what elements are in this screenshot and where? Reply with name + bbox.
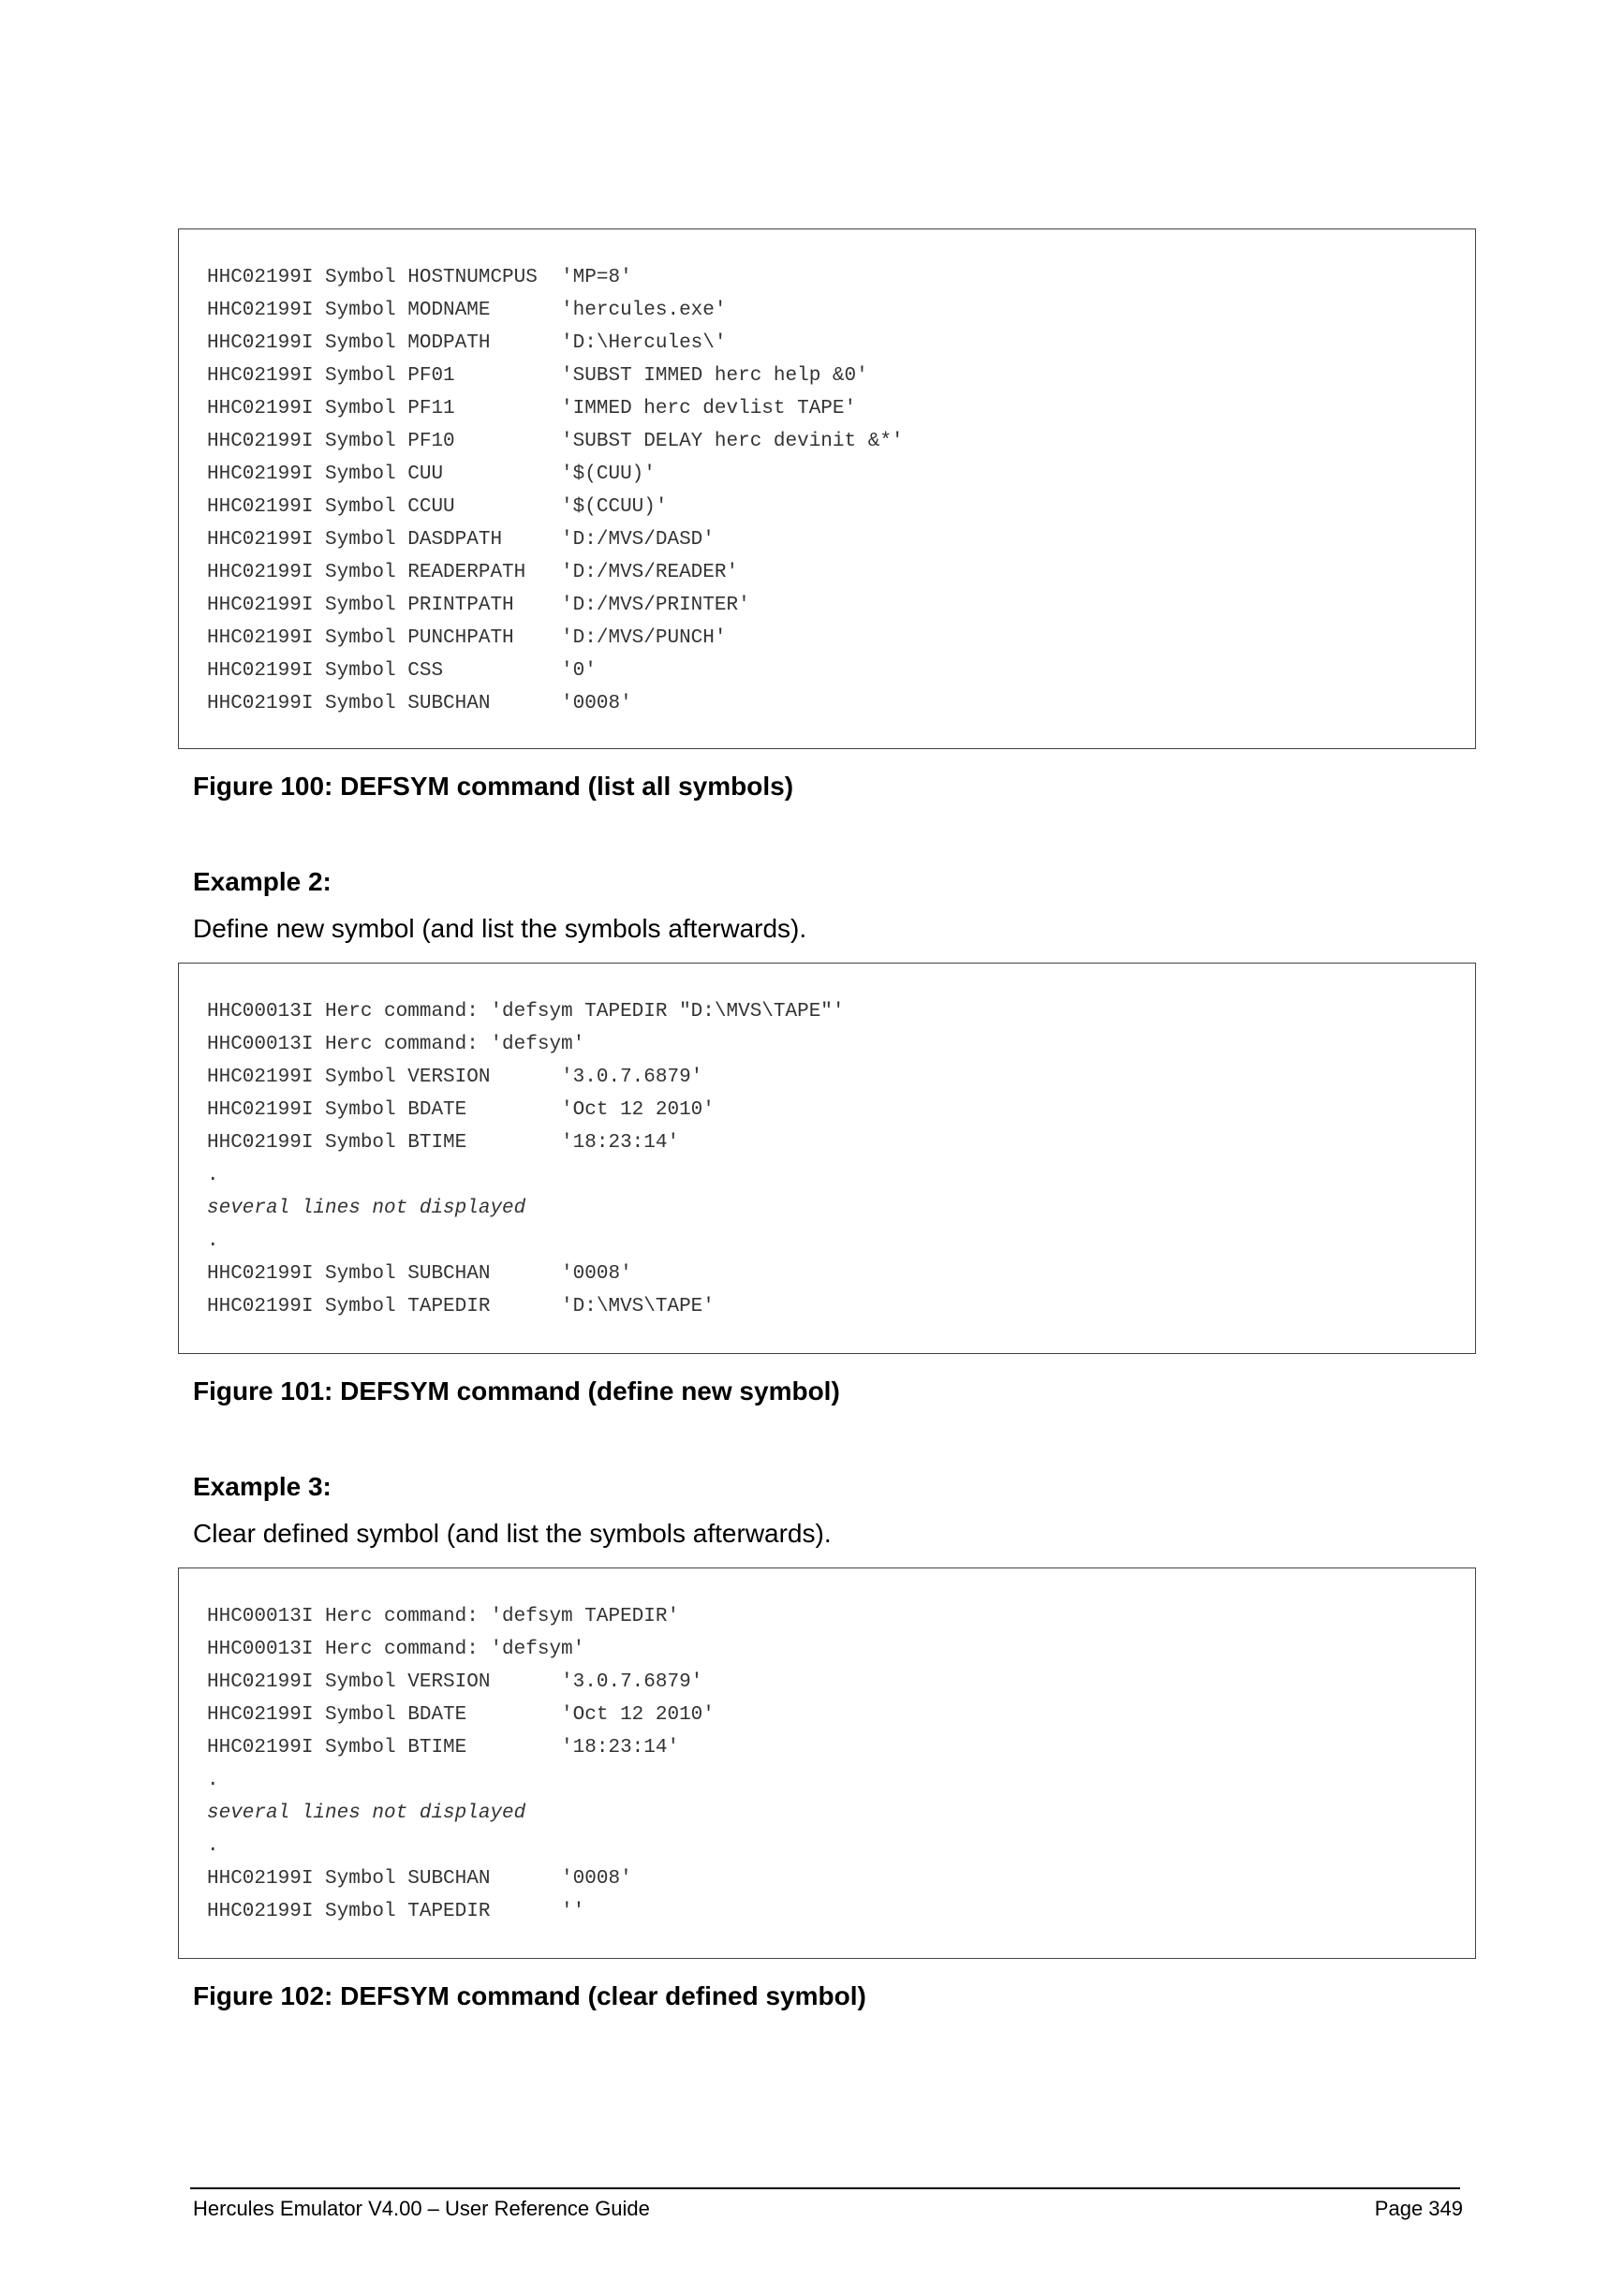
code-line: HHC02199I Symbol SUBCHAN '0008': [207, 1263, 632, 1285]
code-line: HHC02199I Symbol CSS '0': [207, 660, 597, 682]
code-line: HHC02199I Symbol VERSION '3.0.7.6879': [207, 1671, 703, 1693]
code-listing-figure-100: [178, 228, 1476, 749]
footer-divider: [190, 2187, 1460, 2189]
code-line: HHC02199I Symbol SUBCHAN '0008': [207, 693, 632, 714]
code-line: .: [207, 1770, 219, 1791]
code-line: HHC02199I Symbol HOSTNUMCPUS 'MP=8': [207, 267, 632, 288]
code-line: HHC02199I Symbol BTIME '18:23:14': [207, 1132, 680, 1154]
code-line: HHC02199I Symbol CCUU '$(CCUU)': [207, 496, 668, 518]
figure-caption: Figure 102: DEFSYM command (clear defined symbol): [193, 1981, 866, 2010]
example-description: Clear defined symbol (and list the symbols afterwards).: [193, 1519, 832, 1548]
code-line: HHC02199I Symbol BDATE 'Oct 12 2010': [207, 1704, 715, 1726]
example-heading: Example 2:: [193, 867, 332, 896]
code-line: HHC02199I Symbol SUBCHAN '0008': [207, 1868, 632, 1890]
code-line: HHC02199I Symbol PUNCHPATH 'D:/MVS/PUNCH': [207, 627, 727, 649]
footer-page-number: Page 349: [1374, 2197, 1463, 2220]
code-line: HHC02199I Symbol DASDPATH 'D:/MVS/DASD': [207, 529, 715, 551]
code-line: HHC02199I Symbol MODNAME 'hercules.exe': [207, 300, 727, 321]
code-note: several lines not displayed: [207, 1198, 526, 1219]
code-line: .: [207, 1835, 219, 1857]
footer-document-title: Hercules Emulator V4.00 – User Reference Guide: [193, 2197, 650, 2220]
code-line: HHC00013I Herc command: 'defsym TAPEDIR "D:\MVS\TAPE"': [207, 1001, 845, 1023]
code-line: HHC02199I Symbol CUU '$(CUU)': [207, 464, 656, 485]
code-line: HHC02199I Symbol VERSION '3.0.7.6879': [207, 1067, 703, 1088]
code-line: HHC00013I Herc command: 'defsym TAPEDIR': [207, 1606, 680, 1627]
figure-caption: Figure 101: DEFSYM command (define new symbol): [193, 1376, 840, 1406]
code-listing-figure-101: [178, 963, 1476, 1354]
code-line: HHC02199I Symbol PF11 'IMMED herc devlist TAPE': [207, 398, 857, 419]
code-line: HHC02199I Symbol PF10 'SUBST DELAY herc devinit &*': [207, 431, 904, 452]
code-line: HHC02199I Symbol TAPEDIR '': [207, 1901, 585, 1922]
figure-caption: Figure 100: DEFSYM command (list all symbols): [193, 772, 794, 801]
code-line: HHC02199I Symbol READERPATH 'D:/MVS/READER': [207, 562, 739, 583]
code-line: HHC00013I Herc command: 'defsym': [207, 1034, 585, 1055]
code-line: .: [207, 1230, 219, 1252]
code-listing-figure-102: [178, 1567, 1476, 1959]
code-line: HHC02199I Symbol BTIME '18:23:14': [207, 1737, 680, 1759]
code-line: HHC02199I Symbol BDATE 'Oct 12 2010': [207, 1099, 715, 1121]
code-line: HHC02199I Symbol MODPATH 'D:\Hercules\': [207, 332, 727, 354]
code-line: HHC02199I Symbol PRINTPATH 'D:/MVS/PRINTER': [207, 595, 750, 616]
example-heading: Example 3:: [193, 1472, 332, 1501]
code-note: several lines not displayed: [207, 1803, 526, 1824]
code-line: HHC02199I Symbol TAPEDIR 'D:\MVS\TAPE': [207, 1296, 715, 1317]
example-description: Define new symbol (and list the symbols afterwards).: [193, 914, 807, 943]
code-line: HHC00013I Herc command: 'defsym': [207, 1639, 585, 1660]
code-line: HHC02199I Symbol PF01 'SUBST IMMED herc help &0': [207, 365, 868, 387]
code-line: .: [207, 1165, 219, 1186]
